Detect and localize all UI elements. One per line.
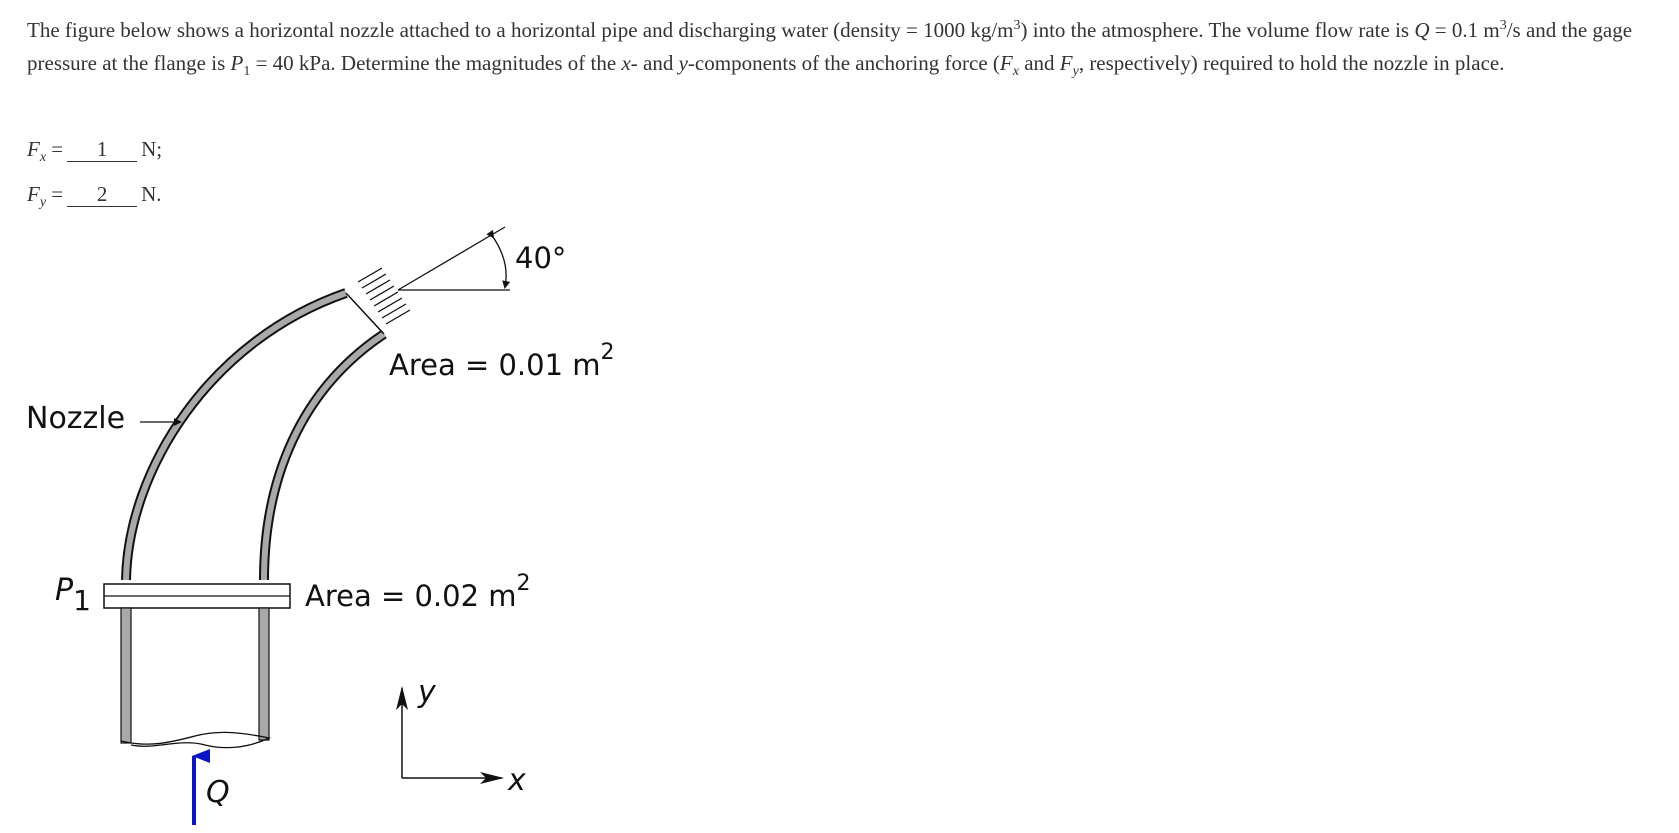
problem-statement (27, 14, 1667, 80)
problem-text: , respectively) required to hold the nozzle in place. (1078, 51, 1505, 75)
problem-text: = 0.1 m (1429, 18, 1500, 42)
p1-label (55, 573, 91, 617)
answer-row-fx (27, 135, 163, 166)
answer-unit: N. (141, 182, 162, 206)
inlet-area-exponent: 2 (516, 571, 531, 596)
problem-text: - and (630, 51, 679, 75)
pipe-left-wall (121, 608, 131, 743)
y-symbol: y (678, 51, 688, 75)
nozzle-outlet-edge (346, 293, 384, 334)
inlet-area-label (305, 571, 531, 613)
outlet-area-exponent: 2 (600, 340, 615, 365)
outlet-area-text: Area = 0.01 m (389, 348, 601, 382)
angle-label: 40° (515, 241, 567, 275)
subscript: 1 (243, 64, 251, 80)
nozzle-label: Nozzle (26, 401, 126, 436)
answer-symbol: F (27, 137, 40, 161)
pressure-symbol: P (230, 51, 244, 75)
pipe-break-line (121, 732, 269, 747)
nozzle-outer-wall (126, 293, 346, 580)
fy-symbol: F (1059, 51, 1073, 75)
answer-symbol: F (27, 182, 40, 206)
superscript: 3 (1499, 18, 1507, 33)
x-symbol: x (621, 51, 631, 75)
superscript: 3 (1013, 18, 1021, 33)
nozzle-diagram (0, 210, 640, 830)
equals-sign: = (51, 137, 64, 161)
nozzle-inner-wall (264, 334, 384, 580)
inlet-area-text: Area = 0.02 m (305, 579, 517, 613)
subscript: y (1072, 64, 1079, 80)
p1-subscript: 1 (73, 584, 91, 617)
jet-direction-line (398, 227, 505, 290)
problem-text: The figure below shows a horizontal nozzle attached to a horizontal pipe and discharging water (density = 1000 kg/m (27, 18, 1014, 42)
problem-text: and (1018, 51, 1060, 75)
fx-symbol: F (999, 51, 1013, 75)
angle-arc (493, 237, 506, 287)
nozzle-outer-wall-fill (126, 293, 346, 580)
answer-row-fy (27, 180, 162, 211)
problem-text: ) into the atmosphere. The volume flow rate is (1020, 18, 1415, 42)
equals-sign: = (51, 182, 64, 206)
problem-text: = 40 kPa. Determine the magnitudes of the (250, 51, 622, 75)
x-axis-label: x (508, 763, 526, 798)
pipe-right-wall (259, 608, 269, 740)
problem-text: /s and the gage pressure at the flange is (27, 18, 1633, 75)
subscript: x (1012, 64, 1019, 80)
water-jet (358, 268, 410, 324)
p1-symbol: P (55, 573, 74, 608)
fx-answer-field[interactable]: 1 (67, 137, 137, 162)
answer-unit: N; (141, 137, 163, 161)
y-axis-label: y (418, 675, 436, 710)
fy-answer-field[interactable]: 2 (67, 182, 137, 207)
answer-subscript: y (39, 195, 47, 211)
problem-text: -components of the anchoring force ( (687, 51, 1000, 75)
flow-label: Q (206, 775, 230, 810)
answer-subscript: x (39, 150, 47, 166)
flow-rate-symbol: Q (1414, 18, 1430, 42)
outlet-area-label (389, 340, 615, 382)
